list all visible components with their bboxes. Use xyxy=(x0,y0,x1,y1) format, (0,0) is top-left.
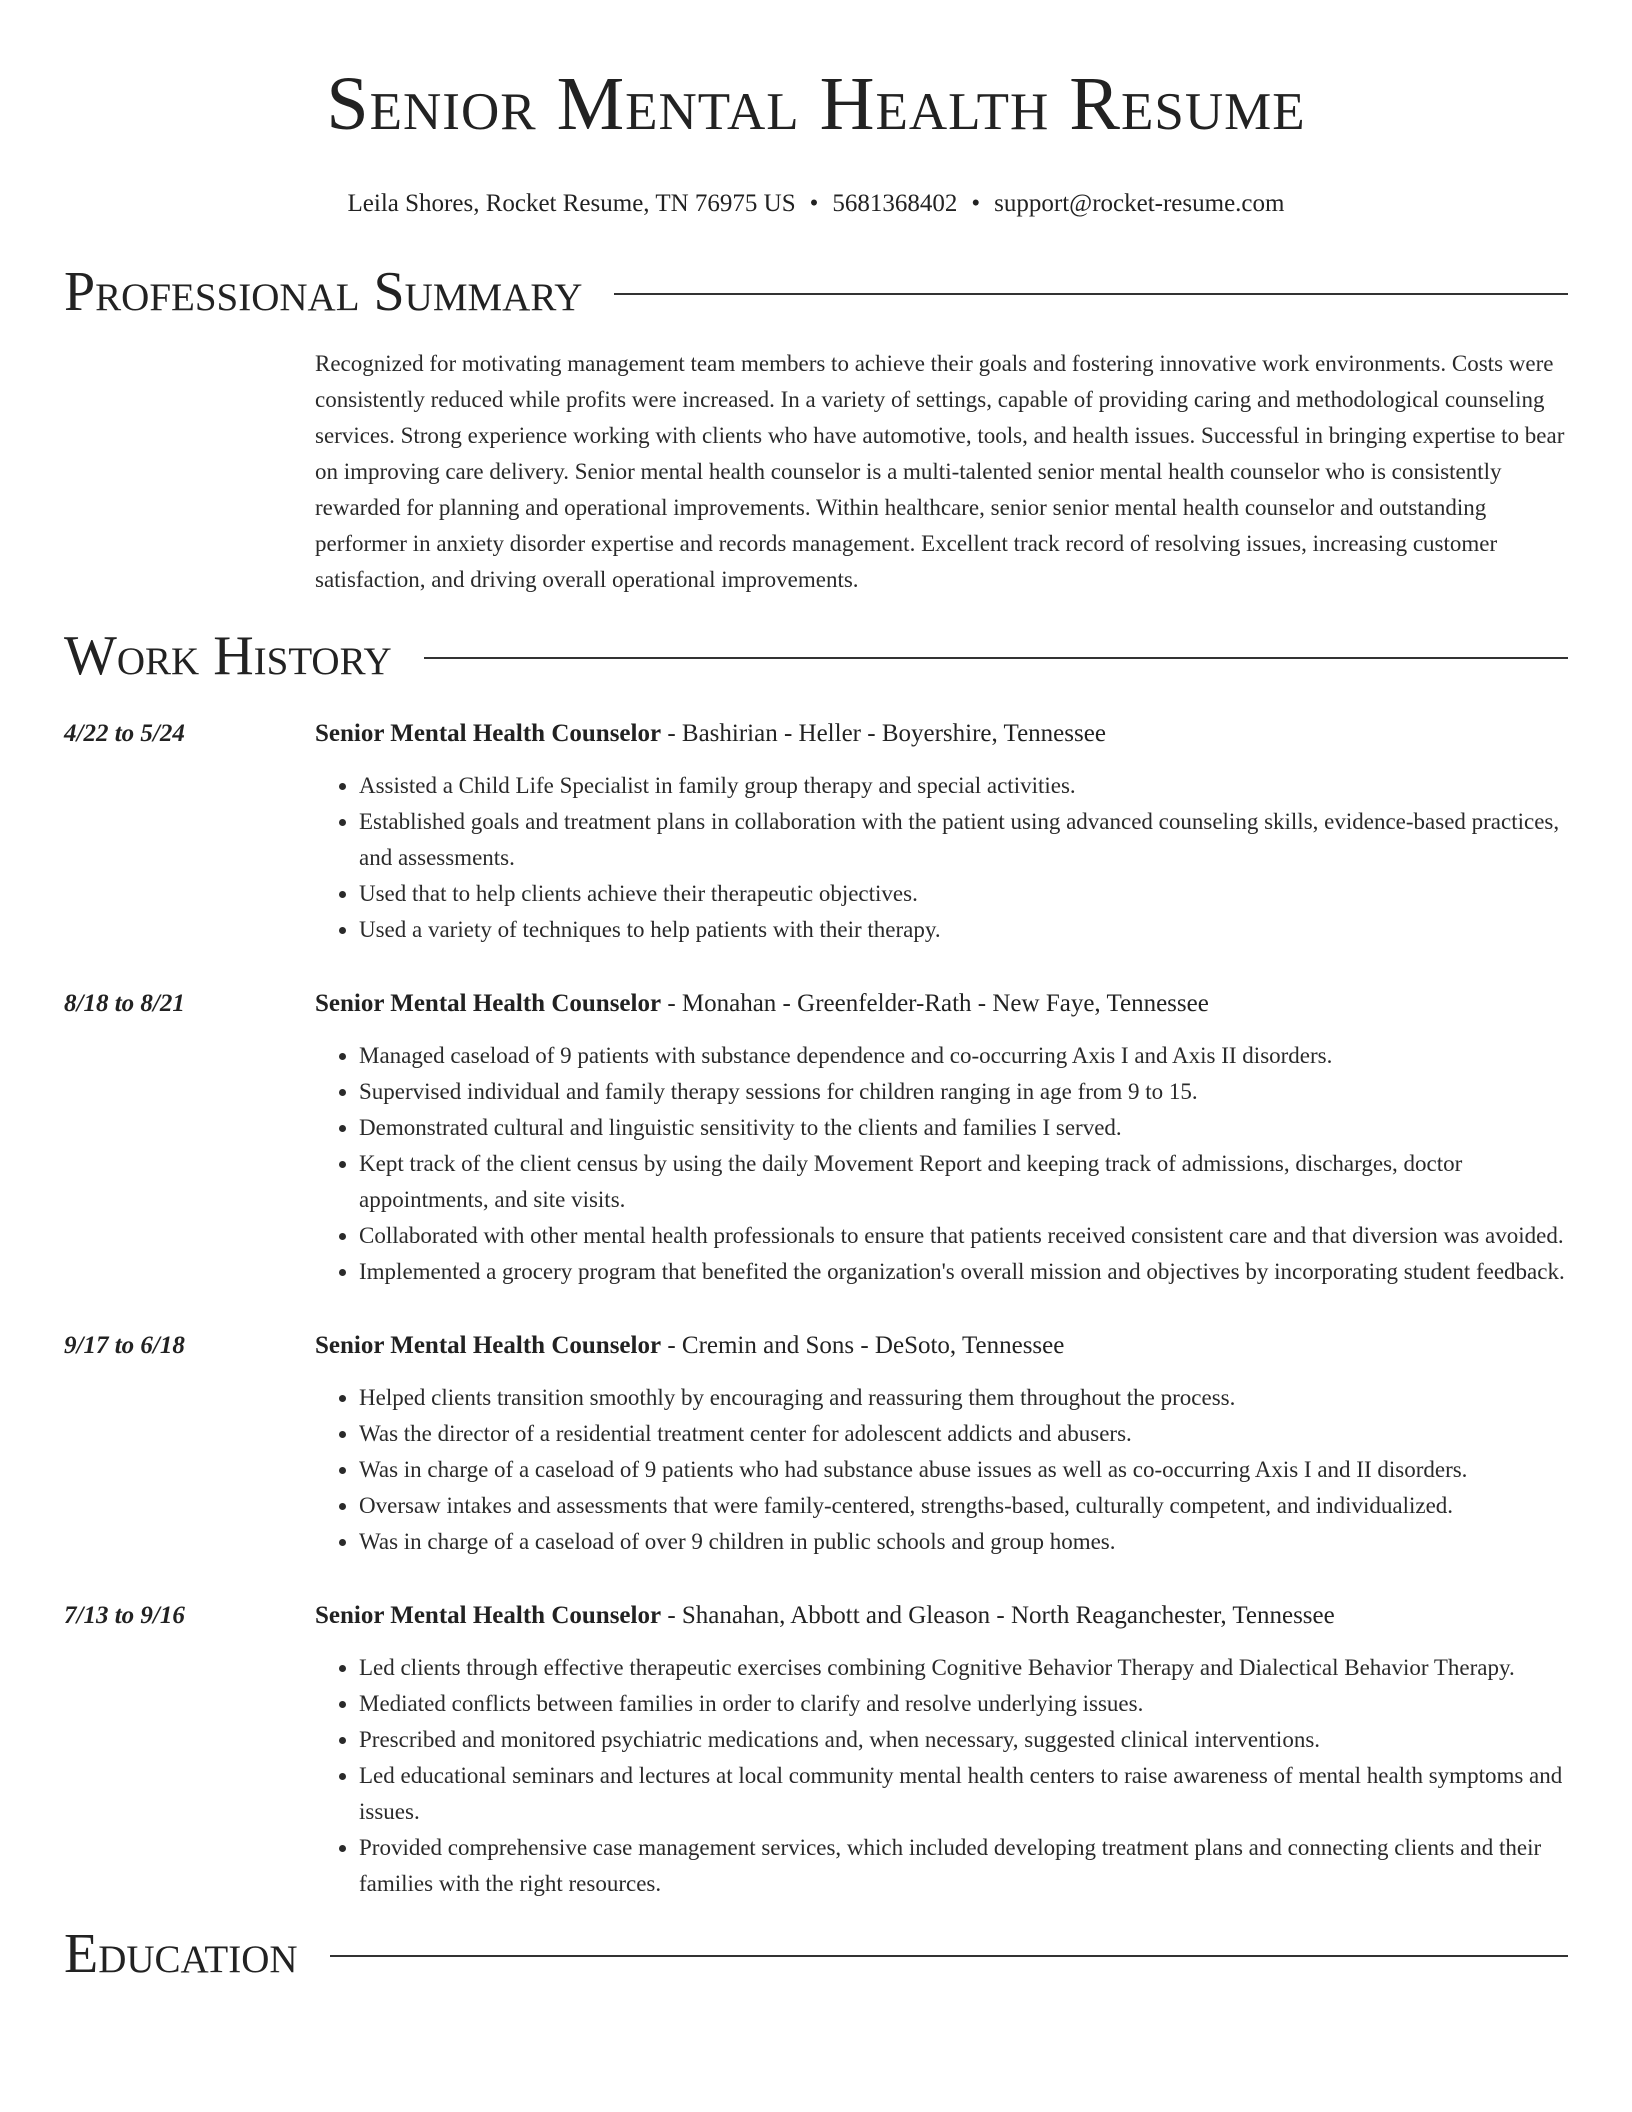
section-divider xyxy=(614,293,1568,295)
job-bullet: • Led clients through effective therapeutic exercises combining Cognitive Behavior Therapy and Dialectical Behavior Therapy. xyxy=(359,1650,1568,1686)
job-bullet: • Managed caseload of 9 patients with substance dependence and co-occurring Axis I and Axis II disorders. xyxy=(359,1038,1568,1074)
contact-address: Leila Shores, Rocket Resume, TN 76975 US xyxy=(347,190,796,217)
job-entry xyxy=(64,1598,1568,1902)
job-heading xyxy=(315,1328,1568,1364)
job-bullets xyxy=(315,1380,1568,1560)
job-title: Senior Mental Health Counselor xyxy=(315,1602,662,1629)
job-bullets xyxy=(315,768,1568,948)
job-dates: 4/22 to 5/24 xyxy=(64,720,185,747)
job-bullet: • Helped clients transition smoothly by encouraging and reassuring them throughout the process. xyxy=(359,1380,1568,1416)
job-bullets xyxy=(315,1650,1568,1902)
work-history-heading: Work History xyxy=(64,625,392,687)
job-bullets xyxy=(315,1038,1568,1290)
job-entry xyxy=(64,716,1568,948)
job-bullet: • Was the director of a residential treatment center for adolescent addicts and abusers. xyxy=(359,1416,1568,1452)
job-heading xyxy=(315,716,1568,752)
job-body xyxy=(315,1328,1568,1560)
summary-section-header xyxy=(64,262,1568,322)
job-bullet: • Used a variety of techniques to help patients with their therapy. xyxy=(359,912,1568,948)
job-bullet: • Demonstrated cultural and linguistic sensitivity to the clients and families I served. xyxy=(359,1110,1568,1146)
contact-line xyxy=(64,188,1568,220)
job-body xyxy=(315,986,1568,1290)
section-divider xyxy=(330,1955,1568,1957)
summary-heading: Professional Summary xyxy=(64,261,583,323)
job-employer-location: - Cremin and Sons - DeSoto, Tennessee xyxy=(661,1332,1065,1359)
job-bullet: • Collaborated with other mental health professionals to ensure that patients received consistent care and that diversion was avoided. xyxy=(359,1218,1568,1254)
work-history-section-header xyxy=(64,626,1568,686)
job-bullet: • Supervised individual and family therapy sessions for children ranging in age from 9 to 15. xyxy=(359,1074,1568,1110)
job-bullet: • Was in charge of a caseload of 9 patients who had substance abuse issues as well as co-occurring Axis I and II disorders. xyxy=(359,1452,1568,1488)
job-heading xyxy=(315,986,1568,1022)
job-bullet: • Mediated conflicts between families in order to clarify and resolve underlying issues. xyxy=(359,1686,1568,1722)
job-title: Senior Mental Health Counselor xyxy=(315,720,662,747)
job-body xyxy=(315,716,1568,948)
job-title: Senior Mental Health Counselor xyxy=(315,990,662,1017)
job-employer-location: - Shanahan, Abbott and Gleason - North Reaganchester, Tennessee xyxy=(661,1602,1335,1629)
job-bullet: • Assisted a Child Life Specialist in family group therapy and special activities. xyxy=(359,768,1568,804)
job-dates: 8/18 to 8/21 xyxy=(64,990,185,1017)
work-history-list xyxy=(64,716,1568,1902)
education-section-header xyxy=(64,1924,1568,1984)
job-bullet: • Used that to help clients achieve their therapeutic objectives. xyxy=(359,876,1568,912)
job-title: Senior Mental Health Counselor xyxy=(315,1332,662,1359)
contact-phone: 5681368402 xyxy=(832,190,958,217)
job-bullet: • Established goals and treatment plans in collaboration with the patient using advanced counseling skills, evidence-based practices, and assessments. xyxy=(359,804,1568,876)
contact-separator: • xyxy=(971,190,981,217)
job-body xyxy=(315,1598,1568,1902)
job-bullet: • Implemented a grocery program that benefited the organization's overall mission and objectives by incorporating student feedback. xyxy=(359,1254,1568,1290)
job-entry xyxy=(64,1328,1568,1560)
education-heading: Education xyxy=(64,1923,298,1985)
job-bullet: • Kept track of the client census by using the daily Movement Report and keeping track of admissions, discharges, doctor appointments, and site visits. xyxy=(359,1146,1568,1218)
job-bullet: • Prescribed and monitored psychiatric medications and, when necessary, suggested clinical interventions. xyxy=(359,1722,1568,1758)
job-bullet: • Provided comprehensive case management services, which included developing treatment plans and connecting clients and their families with the right resources. xyxy=(359,1830,1568,1902)
contact-separator: • xyxy=(809,190,819,217)
summary-text: Recognized for motivating management team members to achieve their goals and fostering innovative work environments. Costs were consistently reduced while profits were increased. In a variety of settings, capable of providing caring and methodological counseling services. Strong experience working with clients who have automotive, tools, and health issues. Successful in bringing expertise to bear on improving care delivery. Senior mental health counselor is a multi-talented senior mental health counselor who is consistently rewarded for planning and operational improvements. Within healthcare, senior senior mental health counselor and outstanding performer in anxiety disorder expertise and records management. Excellent track record of resolving issues, increasing customer satisfaction, and driving overall operational improvements. xyxy=(315,351,1565,592)
job-entry xyxy=(64,986,1568,1290)
job-dates: 7/13 to 9/16 xyxy=(64,1602,185,1629)
job-dates: 9/17 to 6/18 xyxy=(64,1332,185,1359)
job-bullet: • Was in charge of a caseload of over 9 children in public schools and group homes. xyxy=(359,1524,1568,1560)
job-employer-location: - Bashirian - Heller - Boyershire, Tennessee xyxy=(661,720,1106,747)
job-heading xyxy=(315,1598,1568,1634)
job-employer-location: - Monahan - Greenfelder-Rath - New Faye, Tennessee xyxy=(661,990,1209,1017)
contact-email: support@rocket-resume.com xyxy=(994,190,1285,217)
job-bullet: • Led educational seminars and lectures at local community mental health centers to raise awareness of mental health symptoms and issues. xyxy=(359,1758,1568,1830)
job-bullet: • Oversaw intakes and assessments that were family-centered, strengths-based, culturally competent, and individualized. xyxy=(359,1488,1568,1524)
page-title: Senior Mental Health Resume xyxy=(326,62,1306,146)
section-divider xyxy=(424,657,1568,659)
